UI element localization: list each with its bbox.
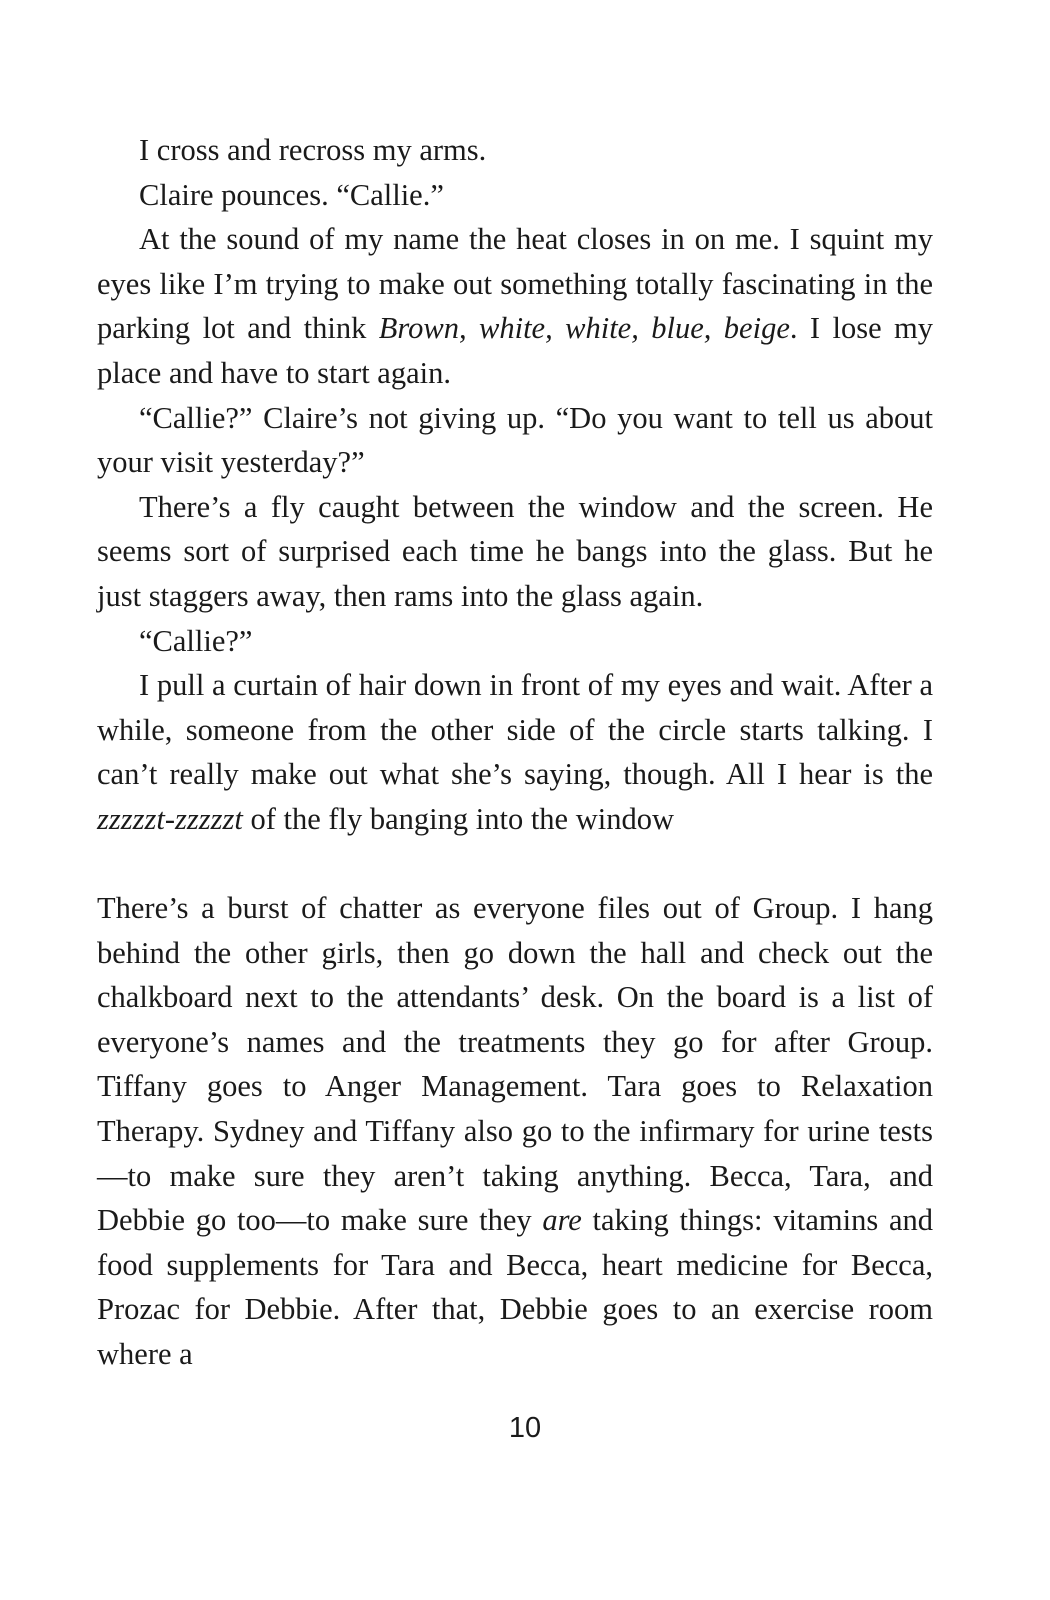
text-run: There’s a fly caught between the window and the screen. He seems sort of surprised each time he bangs into the glass. But he just staggers away, then rams into the glass again. (97, 489, 933, 613)
text-run: “Callie?” Claire’s not giving up. “Do you want to tell us about your visit yesterday?” (97, 400, 933, 480)
text-run: There’s a burst of chatter as everyone files out of Group. I hang behind the other girls, then go down the hall and check out the chalkboard next to the attendants’ desk. On the board is a list of everyone’s names and the treatments they go for after Group. Tiffany goes to Anger Management. Tara goes to Relaxation Therapy. Sydney and Tiffany also go to the infirmary for urine tests—to make sure they aren’t taking anything. Becca, Tara, and Debbie go too—to make sure they (97, 891, 933, 1238)
text-run: I pull a curtain of hair down in front of my eyes and wait. After a while, someone from the other side of the circle starts talking. I can’t really make out what she’s saying, though. All I hear is the (97, 668, 933, 792)
italic-text-run: zzzzzt-zzzzzt (97, 801, 243, 836)
page-number: 10 (508, 1412, 542, 1444)
paragraph (97, 396, 933, 485)
paragraph (97, 619, 933, 664)
italic-text-run: are (542, 1203, 582, 1238)
italic-text-run: Brown, white, white, blue, beige (378, 311, 790, 346)
text-run: of the fly banging into the window (242, 801, 674, 836)
text-run: I cross and recross my arms. (139, 133, 487, 167)
paragraph (97, 128, 933, 173)
text-run: Claire pounces. “Callie.” (139, 177, 444, 212)
section-break (97, 842, 933, 887)
paragraph (97, 217, 933, 395)
book-page-body (97, 128, 933, 1377)
paragraph (97, 886, 933, 1377)
text-run: . I lose my place and have to start again. (97, 311, 933, 390)
paragraph (97, 663, 933, 841)
paragraph (97, 485, 933, 619)
text-run: At the sound of my name the heat closes in on me. I squint my eyes like I’m trying to make out something totally fascinating in the parking lot and think (97, 222, 933, 346)
text-run: taking things: vitamins and food supplements for Tara and Becca, heart medicine for Becca, Prozac for Debbie. After that, Debbie goes to an exercise room where a (97, 1203, 933, 1372)
text-run: “Callie?” (139, 623, 253, 658)
paragraph (97, 173, 933, 218)
